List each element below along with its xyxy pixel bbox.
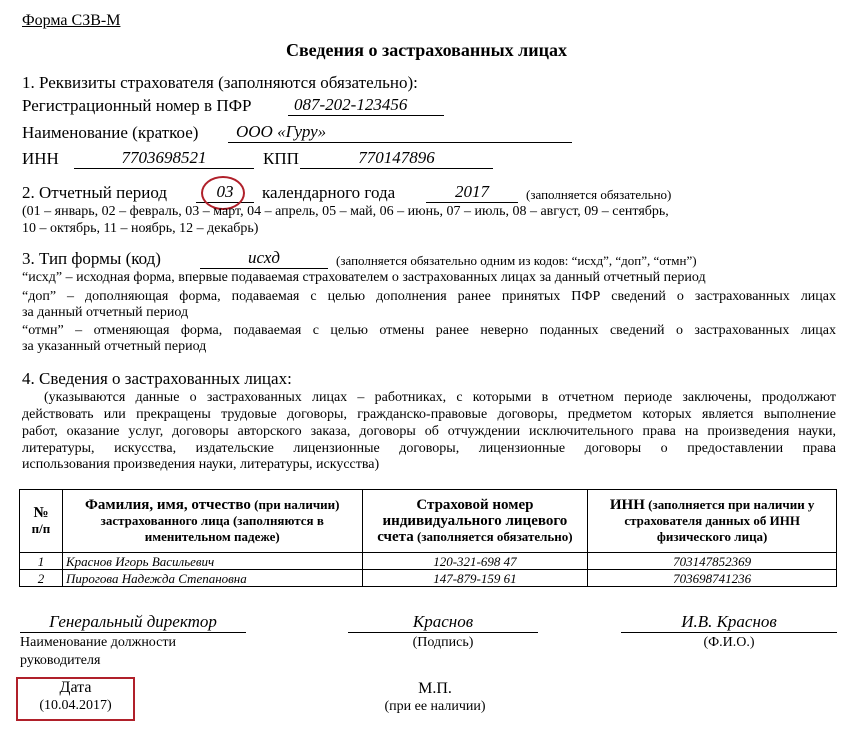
inn-label: ИНН	[22, 149, 59, 168]
header-snils: Страховой номер индивидуального лицевого счета (заполняется обязательно)	[362, 490, 588, 553]
position-caption: Наименование должности	[20, 635, 176, 650]
section4-desc-line5: использования произведения науки, литературы, искусства)	[22, 457, 380, 472]
reg-number-value: 087-202-123456	[288, 96, 444, 116]
dop-description-cont: за данный отчетный период	[22, 305, 189, 320]
row-snils: 147-879-159 61	[362, 570, 588, 587]
ishd-description: “исхд” – исходная форма, впервые подаваемая страхователем о застрахованных лицах за данный отчетный период	[22, 270, 706, 285]
section2-title: 2. Отчетный период	[22, 183, 167, 202]
signature-value: Краснов	[348, 612, 538, 633]
position-value: Генеральный директор	[20, 612, 246, 633]
inn-value: 7703698521	[74, 149, 254, 169]
table-row	[20, 553, 837, 570]
dop-description: “доп” – дополняющая форма, подаваемая с целью дополнения ранее принятых ПФР сведений о застрахованных лицах	[22, 289, 836, 304]
year-label: календарного года	[262, 183, 396, 202]
otmn-description-cont: за указанный отчетный период	[22, 339, 207, 354]
section4-desc-line1: (указываются данные о застрахованных лицах – работниках, с которыми в отчетном периоде заключены, продолжают	[44, 390, 836, 405]
otmn-description: “отмн” – отменяющая форма, подаваемая с целью отмены ранее неверно поданных сведений о застрахованных лицах	[22, 323, 836, 338]
form-code: Форма СЗВ-М	[22, 12, 121, 29]
short-name-label: Наименование (краткое)	[22, 123, 199, 142]
period-required-note: (заполняется обязательно)	[526, 187, 672, 202]
form-type-note: (заполняется обязательно одним из кодов: “исхд”, “доп”, “отмн”)	[336, 253, 697, 268]
section4-desc-line3: работ, оказание услуг, договоры авторского заказа, договоры об отчуждении исключительного права на произведения науки,	[22, 424, 836, 439]
period-value: 03	[196, 183, 254, 203]
months-legend-line1: (01 – январь, 02 – февраль, 03 – март, 04 – апрель, 05 – май, 06 – июнь, 07 – июль, 08 – август, 09 – сентябрь,	[22, 204, 669, 219]
header-fio: Фамилия, имя, отчество (при наличии) застрахованного лица (заполняются в именительном падеже)	[62, 490, 362, 553]
section4-title: 4. Сведения о застрахованных лицах:	[22, 369, 292, 388]
document-heading: Сведения о застрахованных лицах	[285, 40, 568, 60]
row-inn: 703698741236	[588, 570, 837, 587]
row-fio: Пирогова Надежда Степановна	[62, 570, 362, 587]
section4-desc-line4: литературы, искусства, издательские лицензионные договоры, лицензионные договоры о предоставлении права	[22, 441, 836, 456]
kpp-value: 770147896	[300, 149, 493, 169]
row-number: 2	[20, 570, 63, 587]
row-snils: 120-321-698 47	[362, 553, 588, 570]
year-value: 2017	[426, 183, 518, 203]
reg-number-label: Регистрационный номер в ПФР	[22, 96, 252, 115]
kpp-label: КПП	[263, 149, 299, 168]
form-type-code: исхд	[200, 249, 328, 269]
fio-value: И.В. Краснов	[621, 612, 837, 633]
section1-title: 1. Реквизиты страхователя (заполняются обязательно):	[22, 73, 418, 92]
position-caption-cont: руководителя	[20, 653, 101, 668]
table-row	[20, 570, 837, 587]
signature-caption: (Подпись)	[412, 635, 474, 650]
section4-desc-line2: действовать или прекращены трудовые договоры, гражданско-правовые договоры, предметом которых является выполнение	[22, 407, 836, 422]
short-name-value: ООО «Гуру»	[228, 123, 572, 143]
header-number: № п/п	[20, 490, 63, 553]
stamp-note: (при ее наличии)	[384, 699, 486, 714]
stamp-label: М.П.	[418, 680, 452, 697]
row-inn: 703147852369	[588, 553, 837, 570]
row-fio: Краснов Игорь Васильевич	[62, 553, 362, 570]
insured-persons-table	[19, 489, 837, 587]
table-header-row	[20, 490, 837, 553]
months-legend-line2: 10 – октябрь, 11 – ноябрь, 12 – декабрь)	[22, 221, 259, 236]
date-label: Дата	[59, 679, 92, 696]
section3-title: 3. Тип формы (код)	[22, 249, 161, 268]
row-number: 1	[20, 553, 63, 570]
fio-caption: (Ф.И.О.)	[703, 635, 755, 650]
date-value: (10.04.2017)	[39, 698, 112, 713]
header-inn: ИНН (заполняется при наличии у страхователя данных об ИНН физического лица)	[588, 490, 837, 553]
